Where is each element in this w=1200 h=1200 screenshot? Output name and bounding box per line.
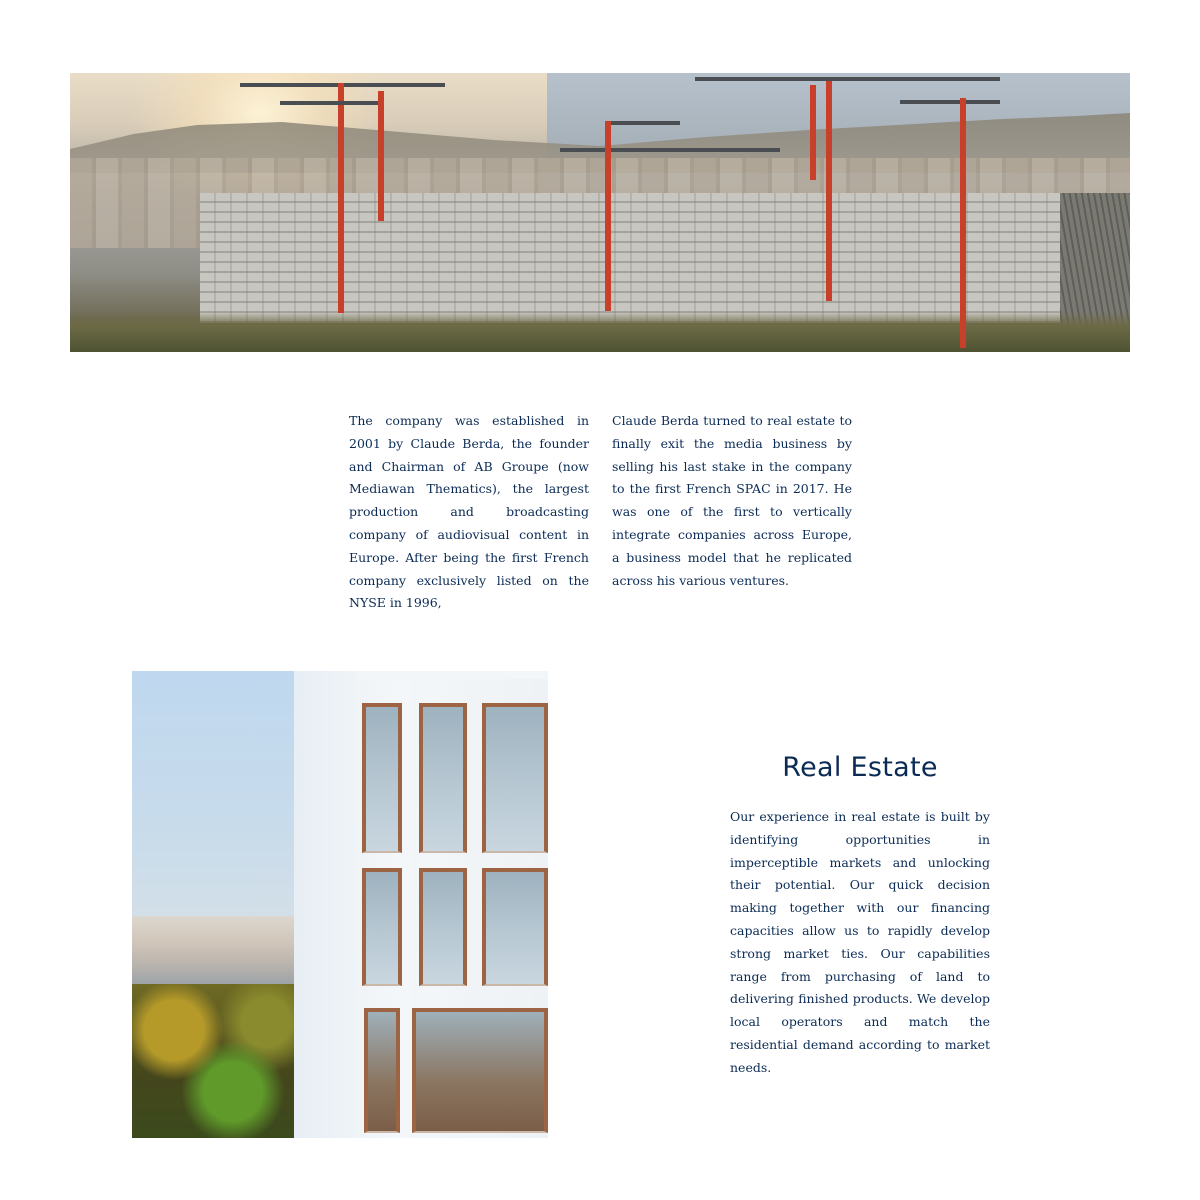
crane-tower — [960, 98, 966, 348]
history-column-1: The company was established in 2001 by Claude Berda, the founder and Chairman of AB Groupe (now Mediawan Thematics), the largest production and broadcasting company of audiovisual content in Europe. After being the first French company exclusively listed on the NYSE in 1996, — [349, 413, 589, 611]
building-facade-image — [132, 671, 548, 1138]
history-column-2: Claude Berda turned to real estate to finally exit the media business by selling his last stake in the company to the first French SPAC in 2017. He was one of the first to vertically integrate companies across Europe, a business model that he replicated across his various ventures. — [612, 413, 852, 588]
building-window — [362, 703, 402, 853]
crane-tower — [378, 91, 384, 221]
crane-tower — [810, 85, 816, 180]
building-image-town — [132, 916, 294, 986]
building-window — [482, 868, 548, 986]
crane-tower — [826, 81, 832, 301]
building-window — [364, 1008, 400, 1133]
crane-jib — [560, 148, 780, 152]
building-window — [412, 1008, 548, 1133]
building-image-trees — [132, 984, 300, 1138]
company-history-section — [349, 410, 852, 615]
crane-jib — [900, 100, 1000, 104]
crane-jib — [280, 101, 380, 105]
real-estate-description: Our experience in real estate is built by identifying opportunities in imperceptible markets and unlocking their potential. Our quick decision making together with our financing capacities allow us to rapidly develop strong market ties. Our capabilities range from purchasing of land to delivering finished products. We develop local operators and match the residential demand according to market needs. — [730, 809, 990, 1075]
crane-jib — [695, 77, 1000, 81]
building-window — [419, 703, 467, 853]
building-upper-frame — [357, 671, 548, 679]
crane-tower — [338, 83, 344, 313]
construction-site-banner-image — [70, 73, 1130, 352]
crane-tower — [605, 121, 611, 311]
banner-trees — [70, 312, 1130, 352]
building-window — [482, 703, 548, 853]
building-window — [419, 868, 467, 986]
real-estate-heading: Real Estate — [782, 752, 938, 783]
building-image-sky — [132, 671, 294, 921]
crane-jib — [605, 121, 680, 125]
building-window — [362, 868, 402, 986]
banner-construction-buildings — [200, 193, 1060, 323]
